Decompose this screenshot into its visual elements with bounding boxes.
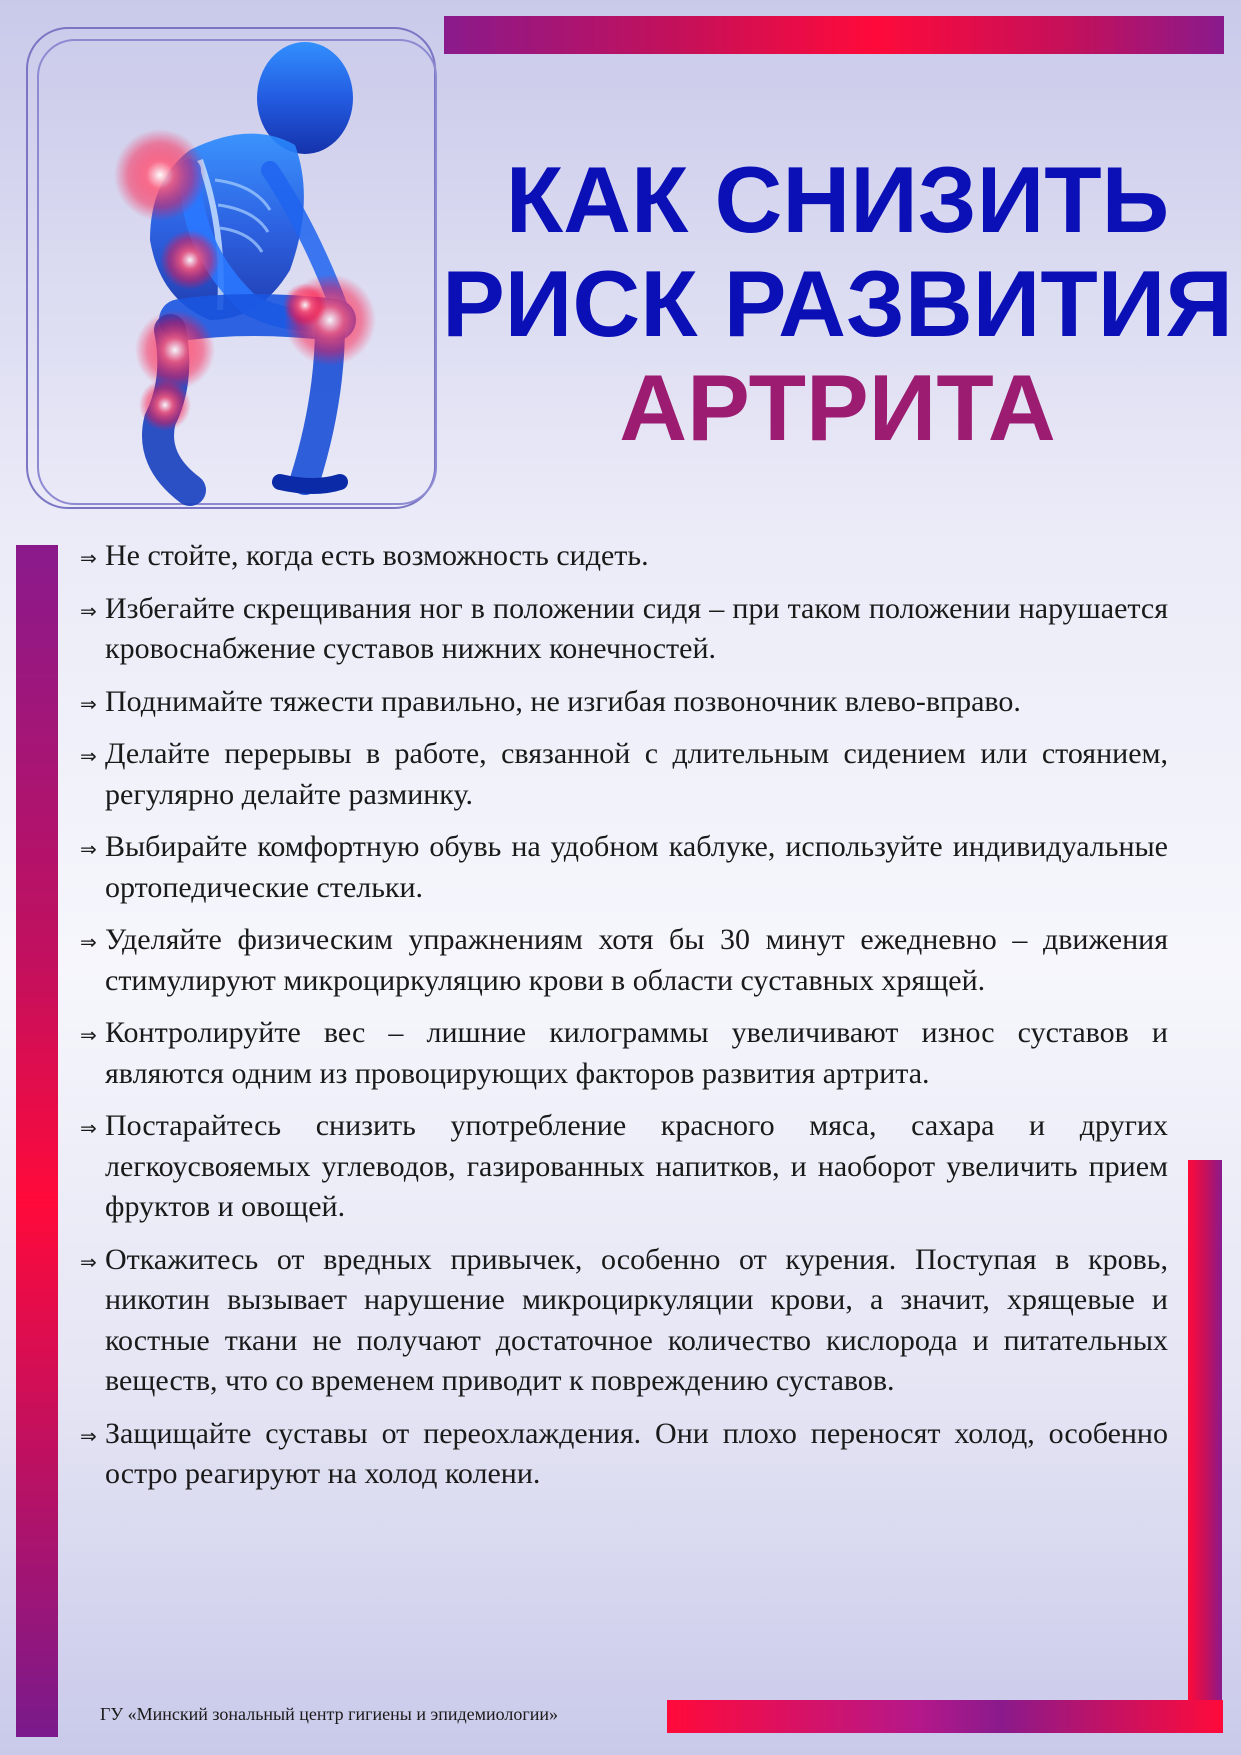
page-title xyxy=(440,148,1235,460)
title-line-3: АРТРИТА xyxy=(619,355,1056,460)
title-line-1: КАК СНИЗИТЬ xyxy=(505,147,1170,252)
human-skeleton-joint-pain-icon xyxy=(40,20,440,512)
double-arrow-right-icon: ⇒ xyxy=(80,1116,97,1140)
list-item: ⇒ Постарайтесь снизить употребление красного мяса, сахара и других легкоусвояемых углеводов, газированных напитков, и наоборот увеличить прием фруктов и овощей. xyxy=(80,1109,1168,1223)
double-arrow-right-icon: ⇒ xyxy=(80,1023,97,1047)
list-item: ⇒ Избегайте скрещивания ног в положении сидя – при таком положении нарушается кровоснабжение суставов нижних конечностей. xyxy=(80,591,1168,665)
double-arrow-right-icon: ⇒ xyxy=(80,546,97,570)
list-item: ⇒ Уделяйте физическим упражнениям хотя бы 30 минут ежедневно – движения стимулируют микроциркуляцию крови в области суставных хрящей. xyxy=(80,923,1168,997)
decorative-left-bar xyxy=(16,545,58,1737)
double-arrow-right-icon: ⇒ xyxy=(80,744,97,768)
double-arrow-right-icon: ⇒ xyxy=(80,598,97,623)
tips-list xyxy=(80,536,1168,1507)
double-arrow-right-icon: ⇒ xyxy=(80,691,97,716)
double-arrow-right-icon: ⇒ xyxy=(80,837,97,861)
list-item: ⇒ Не стойте, когда есть возможность сидеть. xyxy=(80,539,649,572)
double-arrow-right-icon: ⇒ xyxy=(80,1249,97,1274)
decorative-top-bar xyxy=(444,16,1224,54)
footer-organization: ГУ «Минский зональный центр гигиены и эпидемиологии» xyxy=(100,1704,559,1724)
decorative-bottom-bar xyxy=(667,1700,1223,1733)
list-item: ⇒ Выбирайте комфортную обувь на удобном каблуке, используйте индивидуальные ортопедические стельки. xyxy=(80,830,1168,904)
title-line-2: РИСК РАЗВИТИЯ xyxy=(442,251,1233,356)
decorative-right-bar xyxy=(1188,1160,1222,1732)
list-item: ⇒ Делайте перерывы в работе, связанной с длительным сидением или стоянием, регулярно делайте разминку. xyxy=(80,737,1168,811)
double-arrow-right-icon: ⇒ xyxy=(80,930,97,954)
double-arrow-right-icon: ⇒ xyxy=(80,1423,97,1448)
list-item: ⇒ Поднимайте тяжести правильно, не изгибая позвоночник влево-вправо. xyxy=(80,684,1021,718)
list-item: ⇒ Контролируйте вес – лишние килограммы увеличивают износ суставов и являются одним из провоцирующих факторов развития артрита. xyxy=(80,1016,1168,1090)
list-item: ⇒ Защищайте суставы от переохлаждения. Они плохо переносят холод, особенно остро реагируют на холод колени. xyxy=(80,1416,1168,1490)
list-item: ⇒ Откажитесь от вредных привычек, особенно от курения. Поступая в кровь, никотин вызывает нарушение микроциркуляции крови, а значит, хрящевые и костные ткани не получают достаточное количество кислорода и питательных веществ, что со временем приводит к повреждению суставов. xyxy=(80,1242,1168,1397)
